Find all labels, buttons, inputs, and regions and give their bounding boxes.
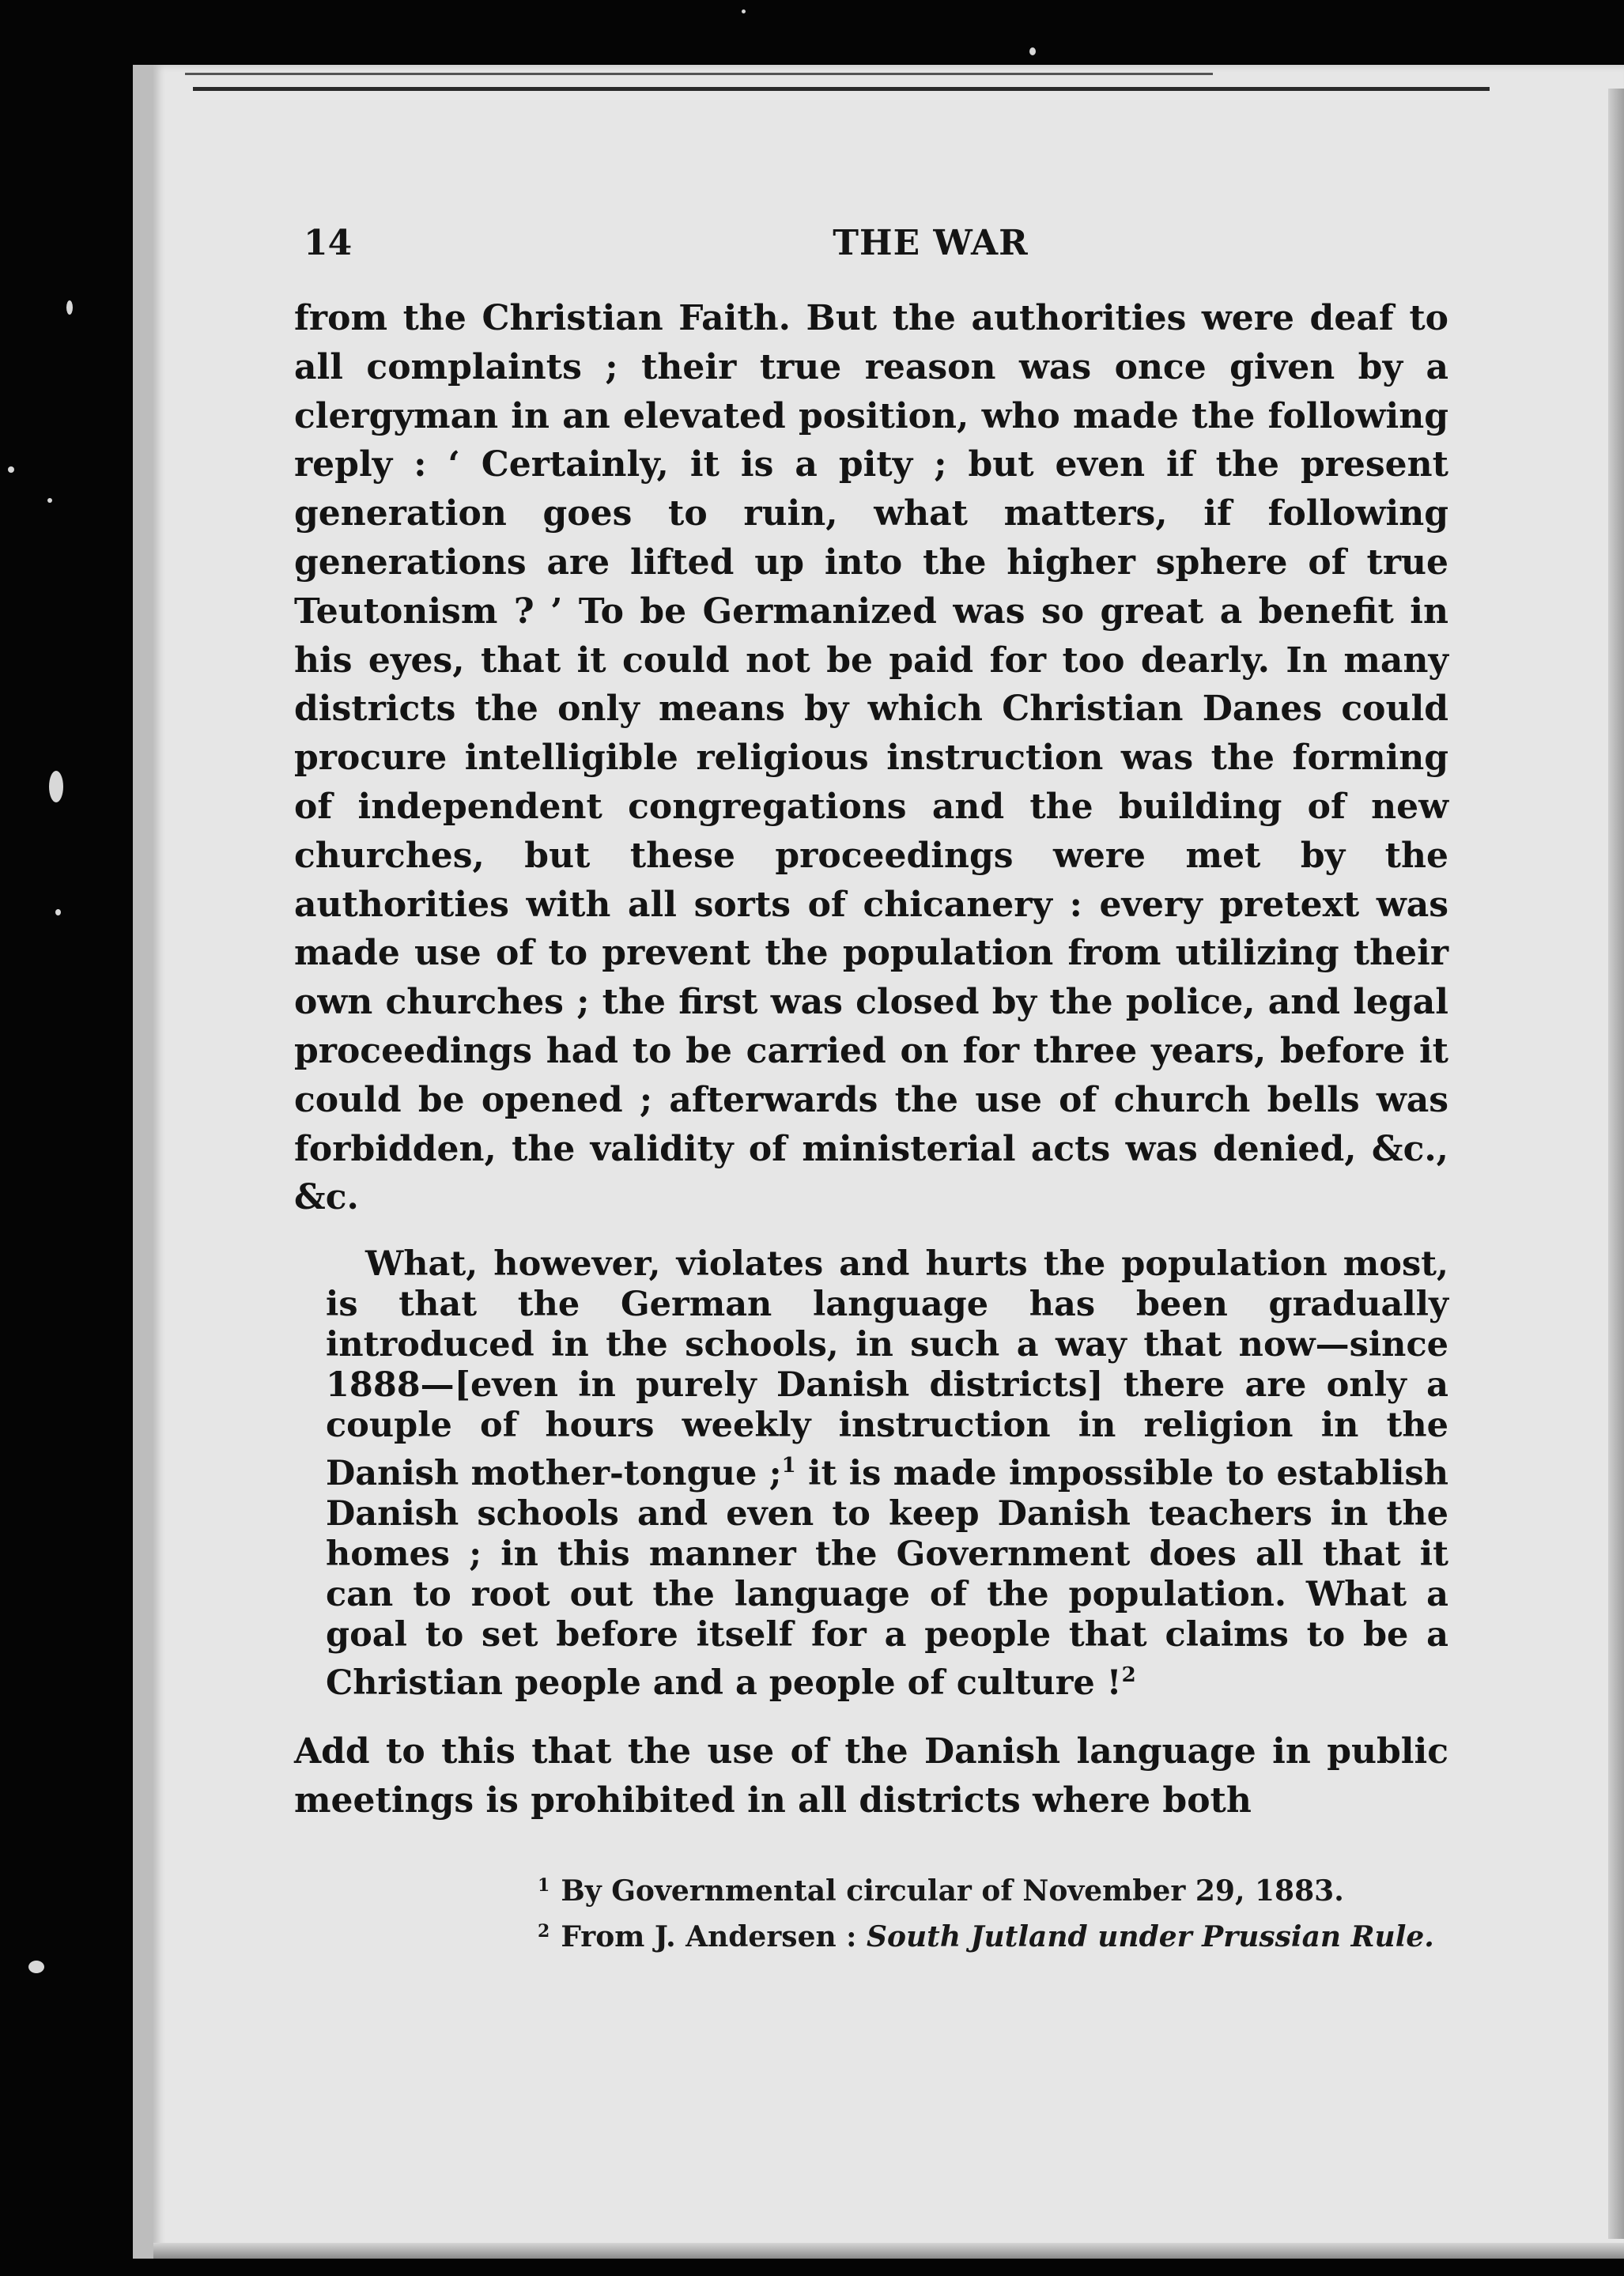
page-body <box>294 294 1448 1825</box>
quote-text: it is made impossible to establish Danish schools and even to keep Danish teachers in the homes ; in this manner the Government does all that it can to root out the language of the population. What a goal to set before itself for a people that claims to be a Christian people and a people of culture ! <box>326 1454 1448 1704</box>
page-bottom-edge <box>153 2243 1624 2259</box>
scan-speck <box>742 9 746 13</box>
scan-speck <box>47 498 52 503</box>
paragraph: Add to this that the use of the Danish language in public meetings is prohibited in all districts where both <box>294 1731 1448 1821</box>
footnote <box>538 1866 1486 1912</box>
scan-speck <box>1029 47 1036 55</box>
page-header <box>304 223 1447 270</box>
page-edge-line <box>185 73 1213 75</box>
footnote-citation-title: South Jutland under Prussian Rule. <box>867 1920 1434 1953</box>
scan-speck <box>55 909 61 915</box>
page-right-edge <box>1608 89 1624 2239</box>
quote-text: What, however, violates and hurts the population most, is that the German language has been gradually introduced in the schools, in such a way that now—since 1888—[even in purely Danish districts] there are only a couple of hours weekly instruction in religion in the Danish mother-tongue ; <box>326 1244 1448 1494</box>
footnote-text: By Governmental circular of November 29, 1883. <box>561 1874 1344 1908</box>
page-number: 14 <box>304 223 353 263</box>
footnote-reference: 2 <box>1121 1663 1136 1688</box>
footnote-marker: 2 <box>538 1921 550 1942</box>
paragraph: from the Christian Faith. But the authorities were deaf to all complaints ; their true reason was once given by a clergyman in an elevated position, who made the following reply : ‘ Certainly, it is a pity ; but even if the present generation goes to ruin, what matters, if following generations are lifted up into the higher sphere of true Teutonism ? ’ To be Germanized was so great a benefit in his eyes, that it could not be paid for too dearly. In many districts the only means by which Christian Danes could procure intelligible religious instruction was the forming of independent congregations and the building of new churches, but these proceedings were met by the authorities with all sorts of chicanery : every pretext was made use of to prevent the population from utilizing their own churches ; the first was closed by the police, and legal proceedings had to be carried on for three years, before it could be opened ; afterwards the use of church bells was forbidden, the validity of ministerial acts was denied, &c., &c. <box>294 298 1448 1218</box>
footnote <box>538 1912 1486 1957</box>
running-title: THE WAR <box>833 223 1029 263</box>
page-edge-line <box>193 87 1490 91</box>
scan-speck <box>49 771 63 802</box>
scan-speck <box>8 466 14 473</box>
scan-speck <box>66 300 73 315</box>
scan-speck <box>28 1961 44 1973</box>
footnote-reference: 1 <box>781 1454 796 1478</box>
footnote-text: From J. Andersen : <box>561 1920 867 1953</box>
footnotes <box>538 1866 1486 1957</box>
block-quote <box>326 1244 1448 1704</box>
footnote-marker: 1 <box>538 1875 550 1896</box>
